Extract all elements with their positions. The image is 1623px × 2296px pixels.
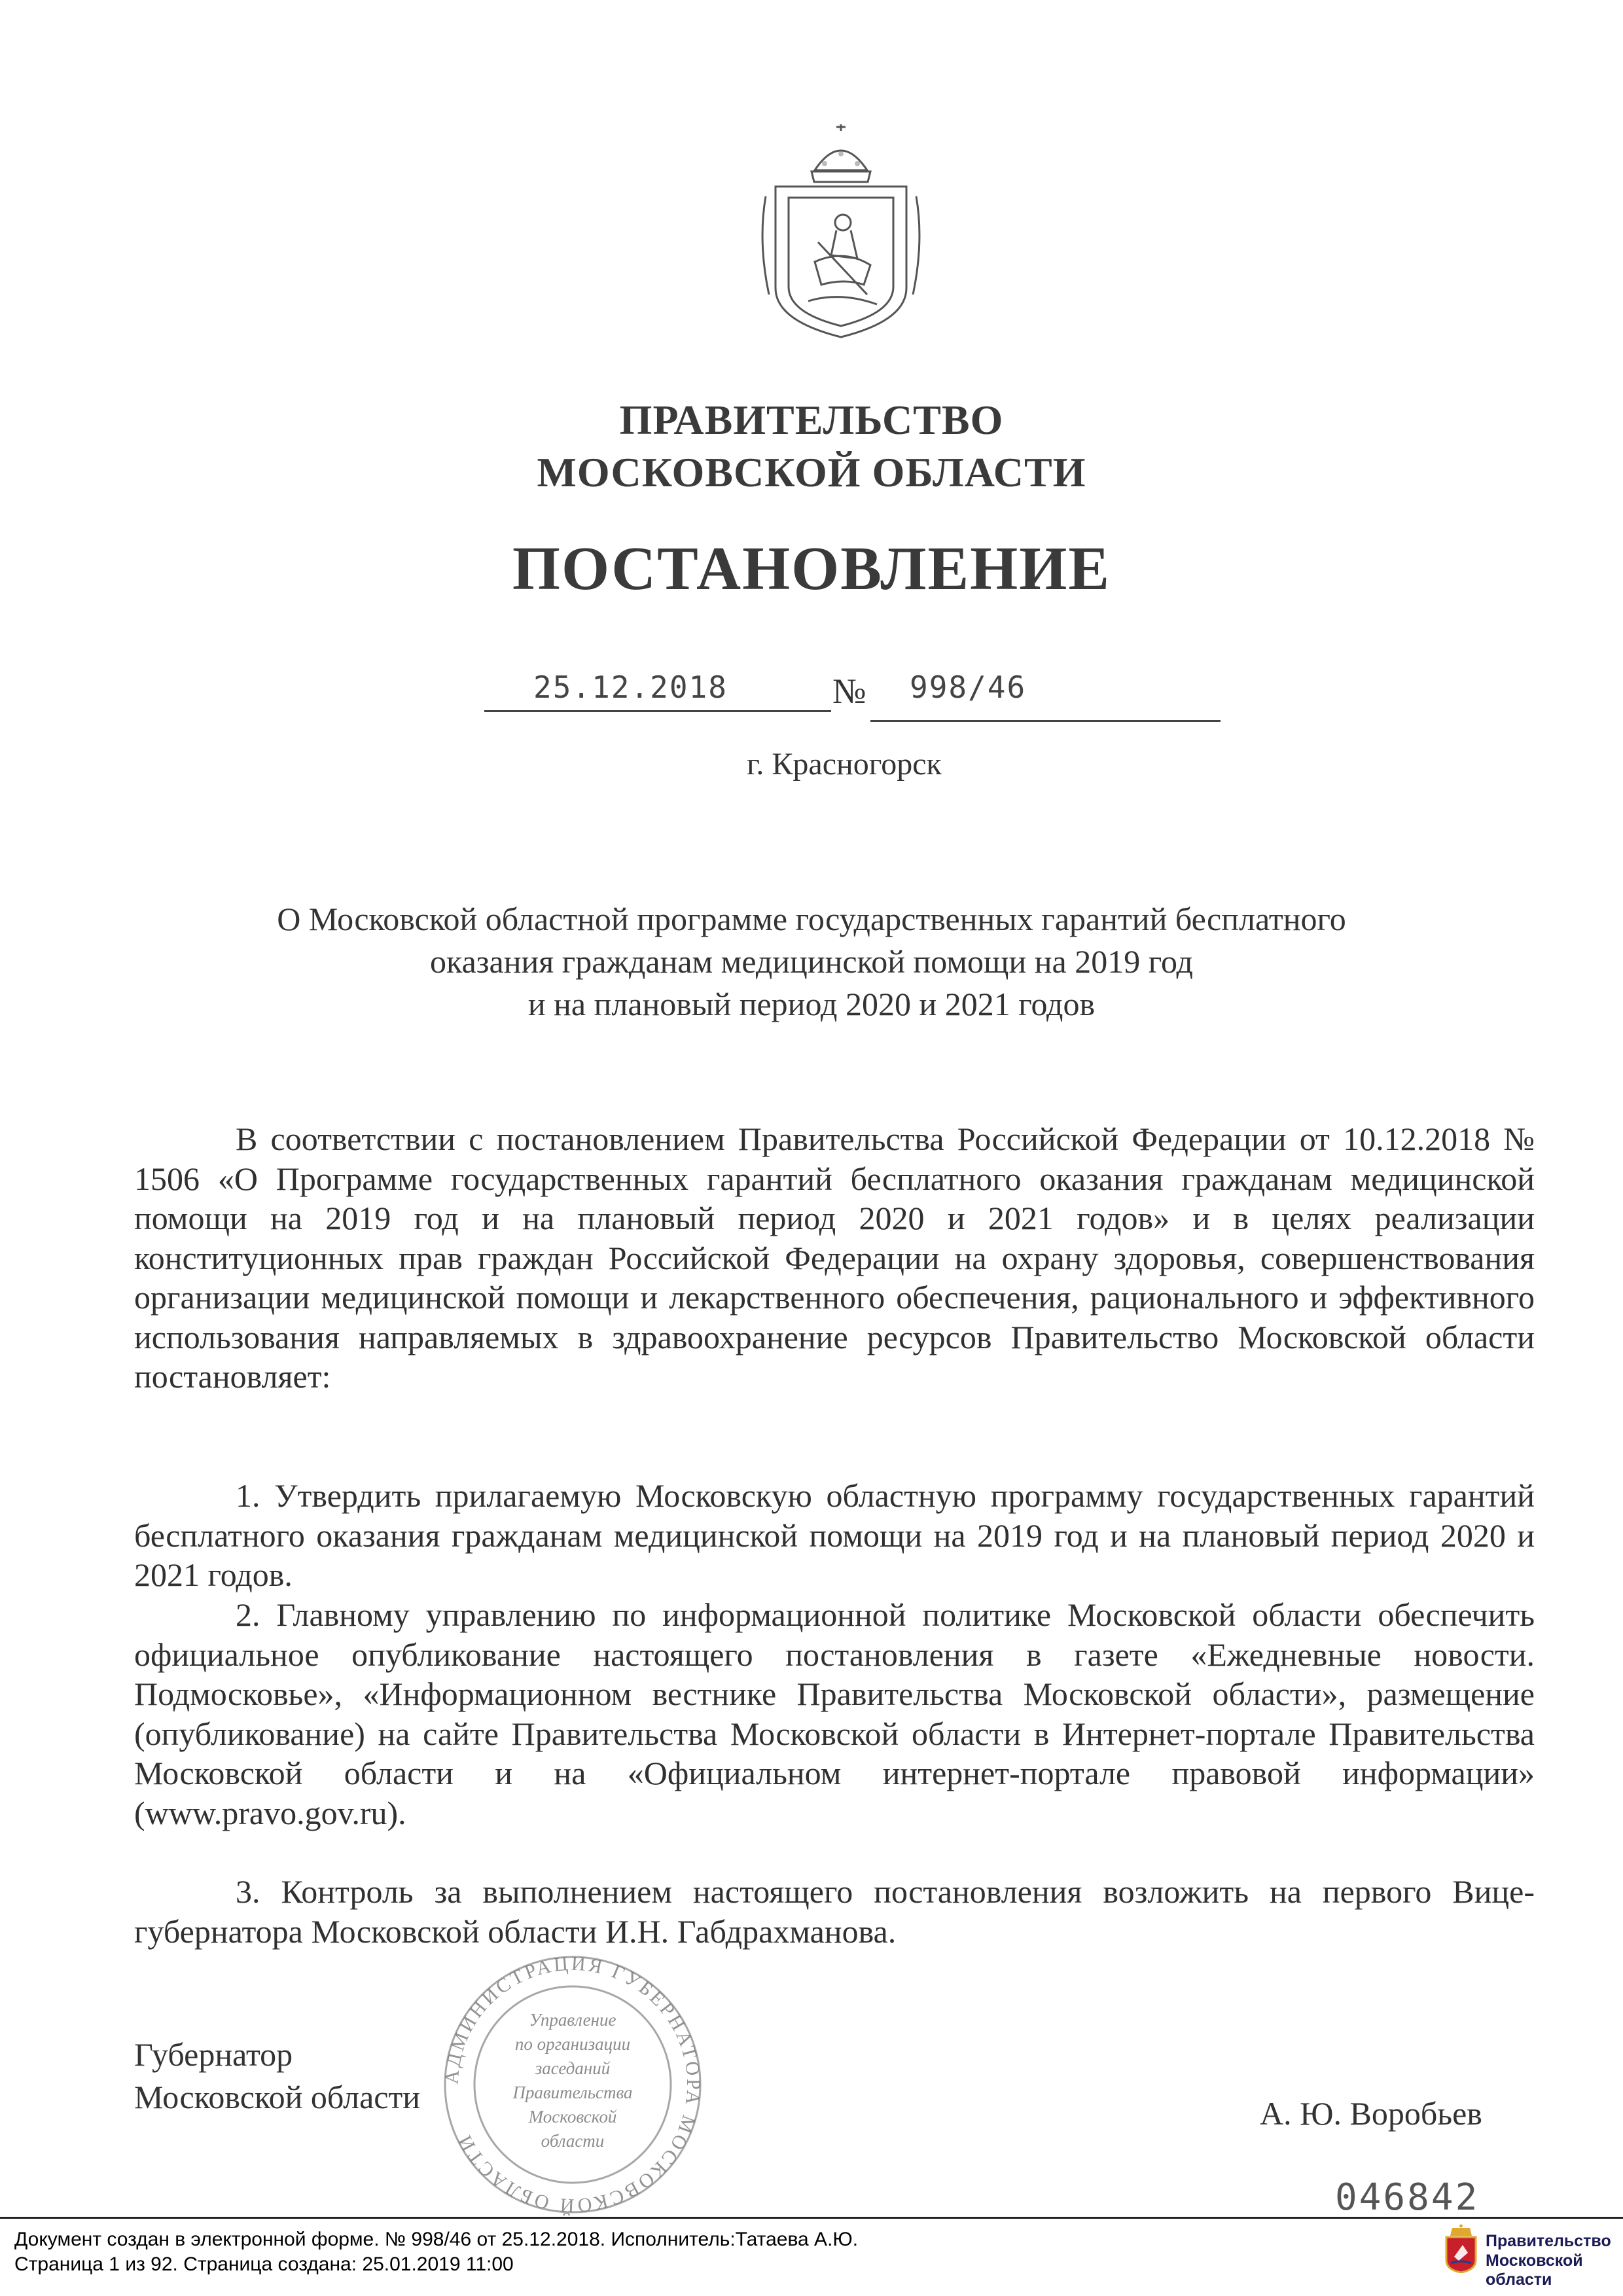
document-title-line1: О Московской областной программе государственных гарантий бесплатного (277, 901, 1346, 937)
stamp-line: области (541, 2131, 605, 2151)
footer-line1: Документ создан в электронной форме. № 998/46 от 25.12.2018. Исполнитель:Татаева А.Ю. (14, 2229, 859, 2250)
signer-title-line1: Губернатор (134, 2036, 293, 2073)
registration-number: 046842 (1335, 2176, 1480, 2219)
signer-title-line2: Московской области (134, 2079, 421, 2115)
document-type-heading: ПОСТАНОВЛЕНИЕ (512, 535, 1111, 603)
clause-1-paragraph: 1. Утвердить прилагаемую Московскую областную программу государственных гарантий бесплатного оказания гражданам медицинской помощи на 2019 год и на плановый период 2020 и 2021 годов. (134, 1477, 1535, 1593)
gov-name-line2: МОСКОВСКОЙ ОБЛАСТИ (537, 449, 1086, 495)
document-number: 998/46 (910, 670, 1027, 705)
stamp-line: по организации (514, 2034, 631, 2054)
clause-3-paragraph: 3. Контроль за выполнением настоящего постановления возложить на первого Вице-губернатора Московской области И.Н. Габдрахманова. (134, 1873, 1535, 1950)
stamp-line: Московской (528, 2107, 617, 2126)
date-underline (484, 710, 831, 712)
document-title-line2: оказания гражданам медицинской помощи на 2019 год (430, 943, 1193, 980)
document-date: 25.12.2018 (533, 670, 728, 705)
stamp-line: заседаний (535, 2058, 611, 2078)
document-city: г. Красногорск (747, 747, 942, 781)
stamp-line: Управление (529, 2010, 616, 2030)
footer-divider (0, 2217, 1623, 2219)
gov-name-line1: ПРАВИТЕЛЬСТВО (619, 397, 1004, 443)
stamp-line: Правительства (512, 2083, 633, 2102)
footer-logo-label-line2: Московской области (1486, 2251, 1583, 2289)
coat-of-arms-icon (753, 124, 929, 340)
preamble-paragraph: В соответствии с постановлением Правительства Российской Федерации от 10.12.2018 № 1506 «О Программе государственных гарантий бесплатного оказания гражданам медицинской помощи на 2019 год и на плановый период 2020 и 2021 годов» и в целях реализации конституционных прав граждан Российской Федерации на охрану здоровья, совершенствования организации медицинской помощи и лекарственного обеспечения, рационального и эффективного использования направляемых в здравоохранение ресурсов Правительство Московской области постановляет: (134, 1121, 1535, 1395)
stamp-ring-text: АДМИНИСТРАЦИЯ ГУБЕРНАТОРА МОСКОВСКОЙ ОБЛАСТИ (440, 1954, 705, 2215)
footer-line2: Страница 1 из 92. Страница создана: 25.01.2019 11:00 (14, 2253, 514, 2275)
number-underline (870, 720, 1221, 722)
official-stamp-icon (419, 1954, 726, 2215)
clause-2-paragraph: 2. Главному управлению по информационной политике Московской области обеспечить официальное опубликование настоящего постановления в газете «Ежедневные новости. Подмосковье», «Информационном вестнике Правительства Московской области», размещение (опубликование) на сайте Правительства Московской области в Интернет-портале Правительства Московской области и на «Официальном интернет-портале правовой информации» (www.pravo.gov.ru). (134, 1596, 1535, 1831)
number-sign: № (832, 672, 866, 711)
government-logo-icon (1443, 2224, 1479, 2273)
footer-logo-label-line1: Правительство (1486, 2232, 1611, 2250)
signer-name: А. Ю. Воробьев (1260, 2095, 1482, 2132)
document-title-line3: и на плановый период 2020 и 2021 годов (527, 986, 1096, 1022)
